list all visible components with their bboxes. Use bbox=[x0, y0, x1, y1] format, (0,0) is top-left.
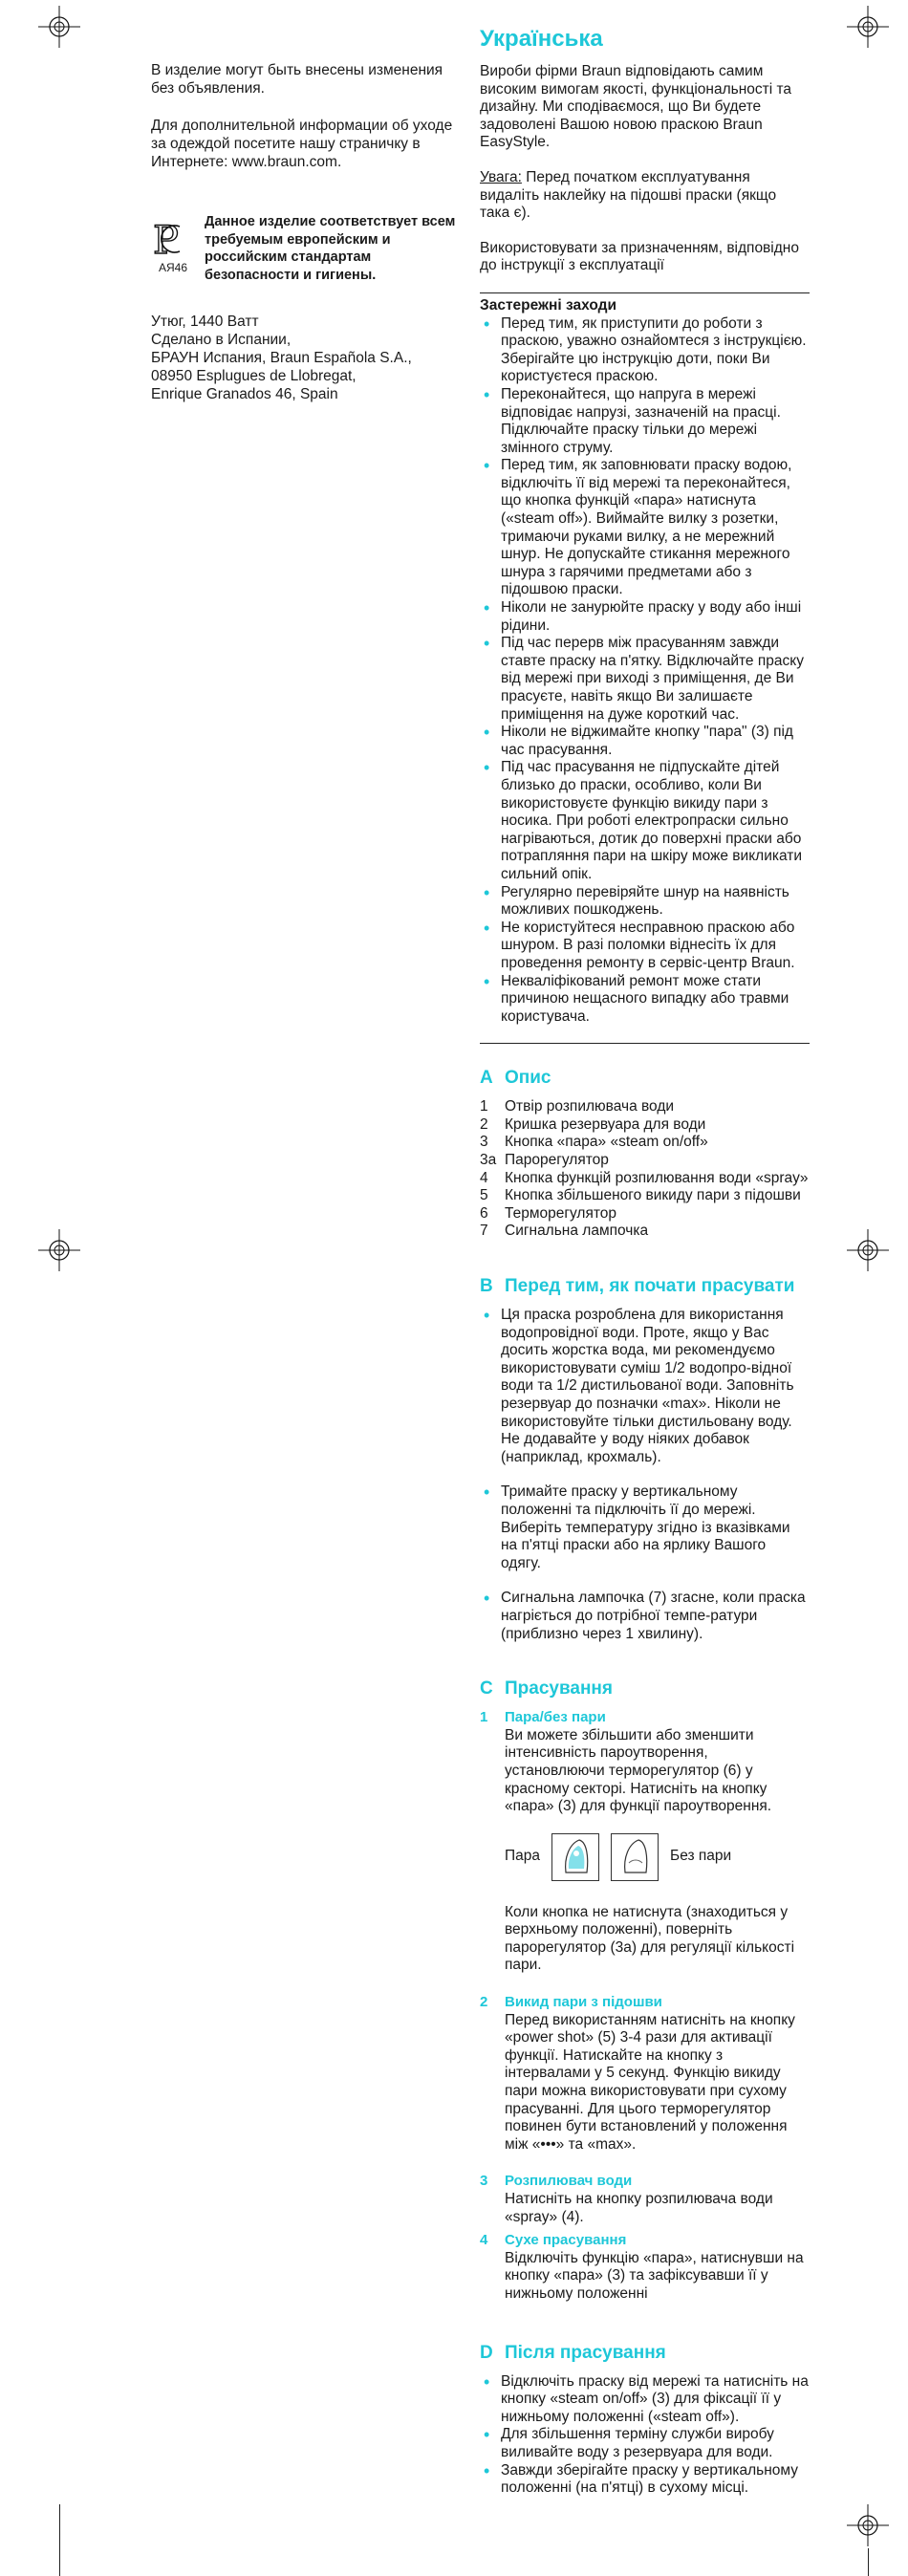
list-item: 3a Парорегулятор bbox=[480, 1152, 609, 1169]
warnings-list bbox=[480, 315, 810, 1027]
steam-label: Пара bbox=[505, 1848, 541, 1865]
certification-block bbox=[151, 211, 457, 288]
parts-list bbox=[480, 1098, 810, 1241]
section-description bbox=[480, 1067, 810, 1241]
list-item: • Завжди зберігайте праску у вертикальному положенні (на п'ятці) в сухому місці. bbox=[480, 2462, 810, 2498]
subsection-heading: 2 Викид пари з підошви bbox=[480, 1994, 662, 2011]
list-item: • Ця праска розроблена для використання водопровідної води. Проте, якщо у Вас досить жорстка вода, ми рекомендуємо використовувати суміш 1/2 водопро-відної води та 1/2 дистильованої води. Заповніть резервуар до позначки «max». Ніколи не використовуйте тільки дистильовану воду. Не додавайте у воду ніяких добавок (наприклад, крохмаль). bbox=[480, 1307, 810, 1466]
registration-mark-mid-left bbox=[38, 1229, 80, 1271]
section-heading bbox=[480, 1678, 810, 1699]
list-item: • Переконайтеся, що напруга в мережі відповідає напрузі, зазначеній на прасці. Підключайте праску тільки до мережі змінного струму. bbox=[480, 386, 810, 457]
list-item: 4 Кнопка функцій розпилювання води «spray» bbox=[480, 1169, 809, 1186]
registration-mark-top-right bbox=[847, 6, 889, 48]
list-item: • Під час перерв між прасуванням завжди ставте праску на п'ятку. Відключайте праску від мережі при виході з приміщення, де Ви прасуєте, навіть якщо Ви залишаєте приміщення на дуже короткий час. bbox=[480, 635, 810, 724]
intro-text: Вироби фірми Braun відповідають самим високим вимогам якості, функціональності та дизайну. Ми сподіваємося, що Ви будете задоволені Вашою новою праскою Braun EasyStyle. bbox=[480, 63, 792, 151]
subsection-text: Натисніть на кнопку розпилювача води «spray» (4). bbox=[505, 2191, 773, 2225]
usage-text: Використовувати за призначенням, відповідно до інструкції з експлуатації bbox=[480, 239, 799, 274]
list-item: • Перед тим, як заповнювати праску водою, відключіть її від мережі та переконайтеся, що кнопка функцій «пара» натиснута («steam off»). Виймайте вилку з розетки, тримаючи руками вилку, а не мережний шнур. Не допускайте стикання мережного шнура з гарячими предметами або з підошвою праски. bbox=[480, 457, 810, 599]
section-before-ironing bbox=[480, 1275, 810, 1643]
subsection-text: Перед використанням натисніть на кнопку «power shot» (5) 3-4 рази для активації функції. Натискайте на кнопку з інтервалами у 5 секунд. Функцію викиду пари можна використовувати при сухому прасуванні. Для цього терморегулятор повинен бути встановлений у положення між «•••» та «max». bbox=[505, 2011, 795, 2153]
certification-code: АЯ46 bbox=[159, 261, 188, 274]
list-item: • Не користуйтеся несправною праскою або шнуром. В разі поломки віднесіть їх для проведення ремонту в сервіс-центр Braun. bbox=[480, 920, 810, 973]
registration-mark-mid-right bbox=[847, 1229, 889, 1271]
list-item: • Ніколи не занурюйте праску у воду або інші рідини. bbox=[480, 599, 810, 635]
list-item: • Ніколи не віджимайте кнопку "пара" (3) під час прасування. bbox=[480, 724, 810, 759]
divider bbox=[480, 1043, 810, 1044]
address-line: Утюг, 1440 Ватт bbox=[151, 314, 259, 330]
list-item: • Сигнальна лампочка (7) згасне, коли праска нагріється до потрібної темпе-ратури (приблизно через 1 хвилину). bbox=[480, 1590, 810, 1643]
list-item: • Тримайте праску у вертикальному положенні та підключіть її до мережі. Виберіть температуру згідно із вказівками на п'ятці праски або на ярлику Вашого одягу. bbox=[480, 1483, 810, 1572]
subsection-text: Коли кнопка не натиснута (знаходиться у верхньому положенні), поверніть парорегулятор (3a) для регуляції кількості пари. bbox=[505, 1903, 795, 1974]
section-heading bbox=[480, 1067, 810, 1089]
subsection-heading: 1 Пара/без пари bbox=[480, 1709, 606, 1726]
address-block bbox=[151, 313, 457, 403]
care-info: Для дополнительной информации об уходе за одеждой посетите нашу страничку в Интернете: www.braun.com. bbox=[151, 118, 453, 170]
list-item: • Відключіть праску від мережі та натисніть на кнопку «steam on/off» (3) для фіксації її у нижньому положенні («steam off»). bbox=[480, 2373, 810, 2427]
before-ironing-list bbox=[480, 1307, 810, 1643]
steam-on-icon bbox=[551, 1833, 599, 1881]
crop-line-bottom-right bbox=[868, 2548, 869, 2576]
crop-line-bottom-left bbox=[59, 2504, 60, 2576]
subsection-heading: 4 Сухе прасування bbox=[480, 2232, 627, 2249]
right-column bbox=[480, 25, 810, 2498]
list-item: 1 Отвір розпилювача води bbox=[480, 1098, 675, 1115]
no-steam-label: Без пари bbox=[670, 1848, 732, 1865]
list-item: 7 Сигнальна лампочка bbox=[480, 1223, 649, 1240]
after-ironing-list bbox=[480, 2373, 810, 2498]
subsection-heading: 3 Розпилювач води bbox=[480, 2173, 633, 2190]
change-notice: В изделие могут быть внесены изменения без объявления. bbox=[151, 62, 443, 97]
address-line: БРАУН Испания, Braun Española S.A., bbox=[151, 350, 412, 366]
address-line: 08950 Esplugues de Llobregat, bbox=[151, 368, 357, 384]
address-line: Enrique Granados 46, Spain bbox=[151, 386, 338, 402]
steam-off-icon bbox=[611, 1833, 659, 1881]
section-after-ironing bbox=[480, 2342, 810, 2498]
list-item: 6 Терморегулятор bbox=[480, 1204, 617, 1222]
svg-text:Р: Р bbox=[153, 219, 179, 263]
section-heading bbox=[480, 1275, 810, 1297]
steam-illustration bbox=[480, 1833, 810, 1881]
certification-text: Данное изделие соответствует всем требуемым европейским и российским стандартам безопасности и гигиены. bbox=[205, 214, 456, 283]
warnings-title: Застережні заходи bbox=[480, 296, 616, 314]
registration-mark-top-left bbox=[38, 6, 80, 48]
list-item: • Некваліфікований ремонт може стати причиною нещасного випадку або травми користувача. bbox=[480, 973, 810, 1027]
section-title: Прасування bbox=[505, 1678, 613, 1699]
list-item: • Регулярно перевіряйте шнур на наявність можливих пошкоджень. bbox=[480, 884, 810, 920]
section-heading bbox=[480, 2342, 810, 2364]
attention-text: Перед початком експлуатування видаліть наклейку на підошві праски (якщо така є). bbox=[480, 168, 777, 222]
subsection-text: Відключіть функцію «пара», натиснувши на кнопку «пара» (3) та зафіксувавши її у нижньому положенні bbox=[505, 2249, 804, 2302]
list-item: 2 Кришка резервуара для води bbox=[480, 1115, 706, 1133]
divider bbox=[480, 292, 810, 293]
list-item: • Для збільшення терміну служби виробу виливайте воду з резервуара для води. bbox=[480, 2426, 810, 2461]
subsection-text: Ви можете збільшити або зменшити інтенсивність пароутворення, установлюючи терморегулятор (6) у красному секторі. Натисніть на кнопку «пара» (3) для функції пароутворення. bbox=[505, 1726, 772, 1815]
list-item: 3 Кнопка «пара» «steam on/off» bbox=[480, 1134, 708, 1151]
registration-mark-bottom-right bbox=[847, 2504, 889, 2546]
section-title: Опис bbox=[505, 1068, 551, 1089]
language-title: Українська bbox=[480, 26, 603, 52]
section-letter: C bbox=[480, 1678, 493, 1699]
list-item: • Під час прасування не підпускайте дітей близько до праски, особливо, коли Ви використовуєте функцію викиду пари з носика. При роботі електропраски сильно нагріваються, дотик до поверхні праски або потрапляння пари на шкіру може викликати сильний опік. bbox=[480, 759, 810, 883]
attention-note bbox=[480, 169, 810, 223]
left-column bbox=[151, 61, 457, 190]
attention-label: Увага: bbox=[480, 168, 522, 185]
section-letter: A bbox=[480, 1068, 493, 1089]
section-title: Перед тим, як почати прасувати bbox=[505, 1276, 795, 1297]
section-letter: B bbox=[480, 1276, 493, 1297]
section-title: Після прасування bbox=[505, 2342, 666, 2363]
section-ironing bbox=[480, 1678, 810, 2303]
list-item: 5 Кнопка збільшеного викиду пари з підошви bbox=[480, 1187, 801, 1204]
list-item: • Перед тим, як приступити до роботи з праскою, уважно ознайомтеся з інструкцією. Зберігайте цю інструкцію доти, поки Ви користуєтеся праскою. bbox=[480, 315, 810, 386]
section-letter: D bbox=[480, 2342, 493, 2363]
address-line: Сделано в Испании, bbox=[151, 332, 292, 348]
